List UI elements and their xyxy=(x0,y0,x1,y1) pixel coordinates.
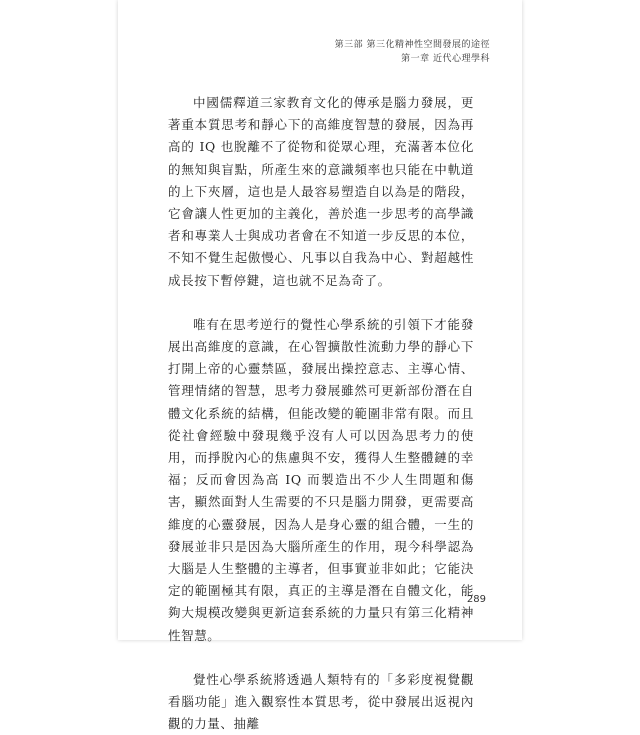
book-page xyxy=(118,0,522,732)
paragraph: 覺性心學系統將透過人類特有的「多彩度視覺觀看腦功能」進入觀察性本質思考，從中發展出返視內觀的力量、抽離 xyxy=(168,671,474,732)
paragraph: 中國儒釋道三家教育文化的傳承是腦力發展，更著重本質思考和靜心下的高維度智慧的發展，因為再高的 IQ 也脫離不了從物和從眾心理，充滿著本位化的無知與盲點，所產生來的意識頻率也只能在中軌道的上下夾層，這也是人最容易塑造自以為是的階段，它會讓人性更加的主義化，善於進一步思考的高學識者和專業人士與成功者會在不知道一步反思的本位，不知不覺生起傲慢心、凡事以自我為中心、對超越性成長按下暫停鍵，這也就不足為奇了。 xyxy=(168,95,474,288)
paragraph: 唯有在思考逆行的覺性心學系統的引領下才能發展出高維度的意識，在心智擴散性流動力學的靜心下打開上帝的心靈禁區，發展出操控意志、主導心情、管理情緒的智慧，思考力發展雖然可更新部份潛在自體文化系統的結構，但能改變的範圍非常有限。而且從社會經驗中發現幾乎沒有人可以因為思考力的使用，而掙脫內心的焦慮與不安，獲得人生整體鏈的幸福；反而會因為高 IQ 而製造出不少人生問題和傷害，顯然面對人生需要的不只是腦力開發，更需要高維度的心靈發展，因為人是身心靈的組合體，一生的發展並非只是因為大腦所產生的作用，現今科學認為大腦是人生整體的主導者，但事實並非如此；它能決定的範圍極其有限，真正的主導是潛在自體文化，能夠大規模改變與更新這套系統的力量只有第三化精神性智慧。 xyxy=(168,316,474,643)
part-title: 第三部 第三化精神性空間發展的途徑 xyxy=(334,40,490,50)
running-header xyxy=(335,38,490,66)
body-text xyxy=(168,92,474,735)
chapter-title: 第一章 近代心理學科 xyxy=(401,54,490,64)
page-number: 289 xyxy=(466,594,486,605)
